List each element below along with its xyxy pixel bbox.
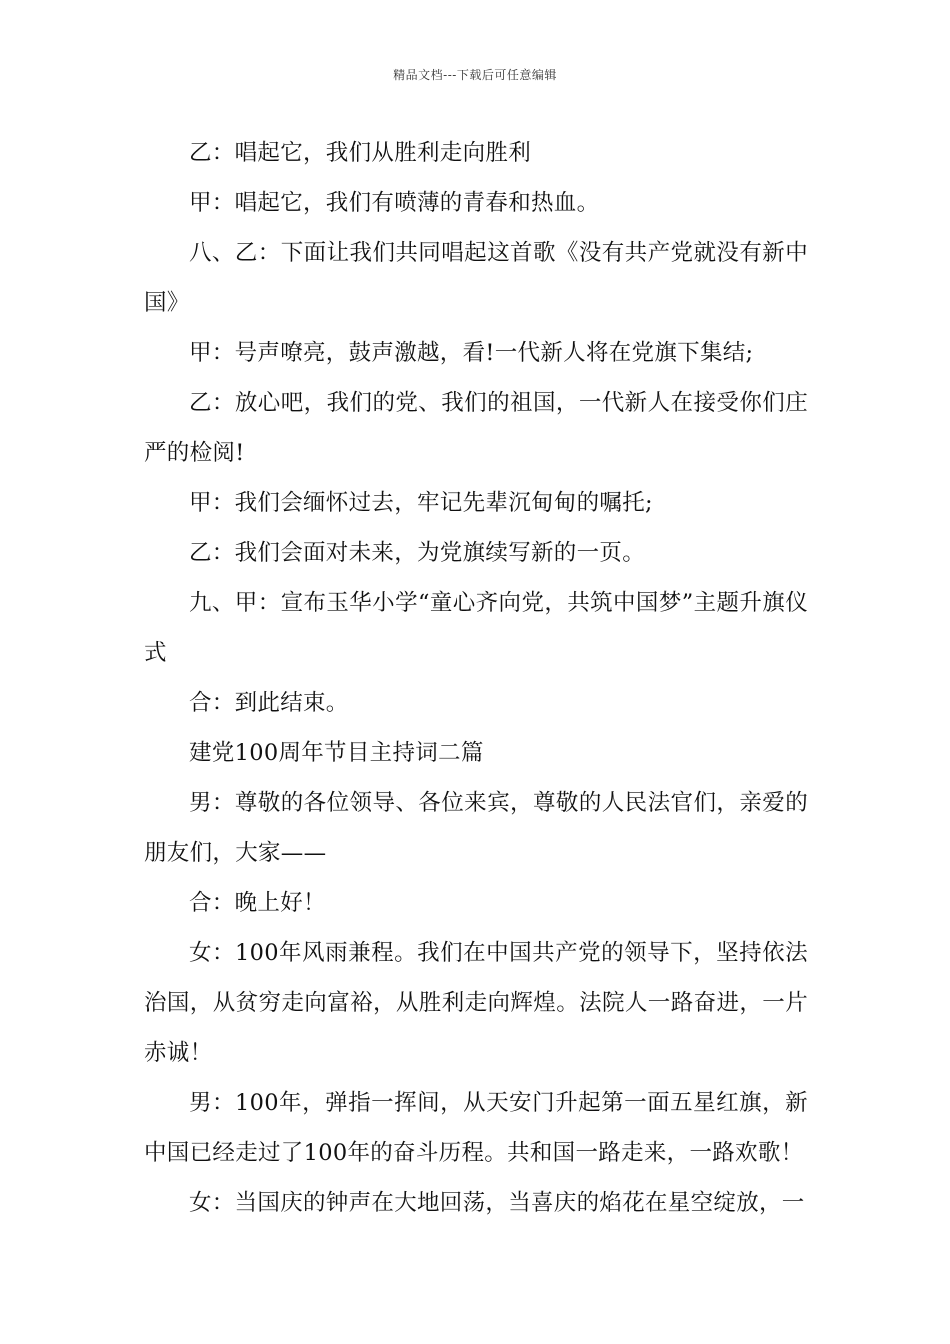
section-heading: 建党100周年节目主持词二篇 bbox=[189, 740, 484, 766]
paragraph: 男：100年，弹指一挥间，从天安门升起第一面五星红旗，新中国已经走过了100年的奋斗历程。共和国一路走来，一路欢歌！ bbox=[144, 1090, 808, 1166]
paragraph: 甲：我们会缅怀过去，牢记先辈沉甸甸的嘱托; bbox=[189, 490, 653, 516]
paragraph: 八、乙：下面让我们共同唱起这首歌《没有共产党就没有新中国》 bbox=[144, 240, 808, 316]
paragraph: 九、甲：宣布玉华小学“童心齐向党，共筑中国梦”主题升旗仪式 bbox=[144, 590, 808, 666]
paragraph: 甲：唱起它，我们有喷薄的青春和热血。 bbox=[189, 190, 600, 216]
paragraph: 合：晚上好！ bbox=[189, 890, 326, 916]
paragraph: 男：尊敬的各位领导、各位来宾，尊敬的人民法官们，亲爱的朋友们，大家—— bbox=[144, 790, 808, 866]
paragraph: 女：100年风雨兼程。我们在中国共产党的领导下，坚持依法治国，从贫穷走向富裕，从胜利走向辉煌。法院人一路奋进，一片赤诚！ bbox=[144, 940, 808, 1066]
paragraph: 合：到此结束。 bbox=[189, 690, 349, 716]
paragraph: 女：当国庆的钟声在大地回荡，当喜庆的焰花在星空绽放，一 bbox=[189, 1190, 805, 1216]
page-header: 精品文档---下载后可任意编辑 bbox=[393, 68, 557, 82]
paragraph: 乙：唱起它，我们从胜利走向胜利 bbox=[189, 140, 532, 166]
paragraph: 乙：放心吧，我们的党、我们的祖国，一代新人在接受你们庄严的检阅! bbox=[144, 390, 808, 466]
paragraph: 乙：我们会面对未来，为党旗续写新的一页。 bbox=[189, 540, 646, 566]
document-body bbox=[144, 128, 808, 1228]
paragraph: 甲：号声嘹亮，鼓声激越，看!一代新人将在党旗下集结; bbox=[189, 340, 754, 366]
